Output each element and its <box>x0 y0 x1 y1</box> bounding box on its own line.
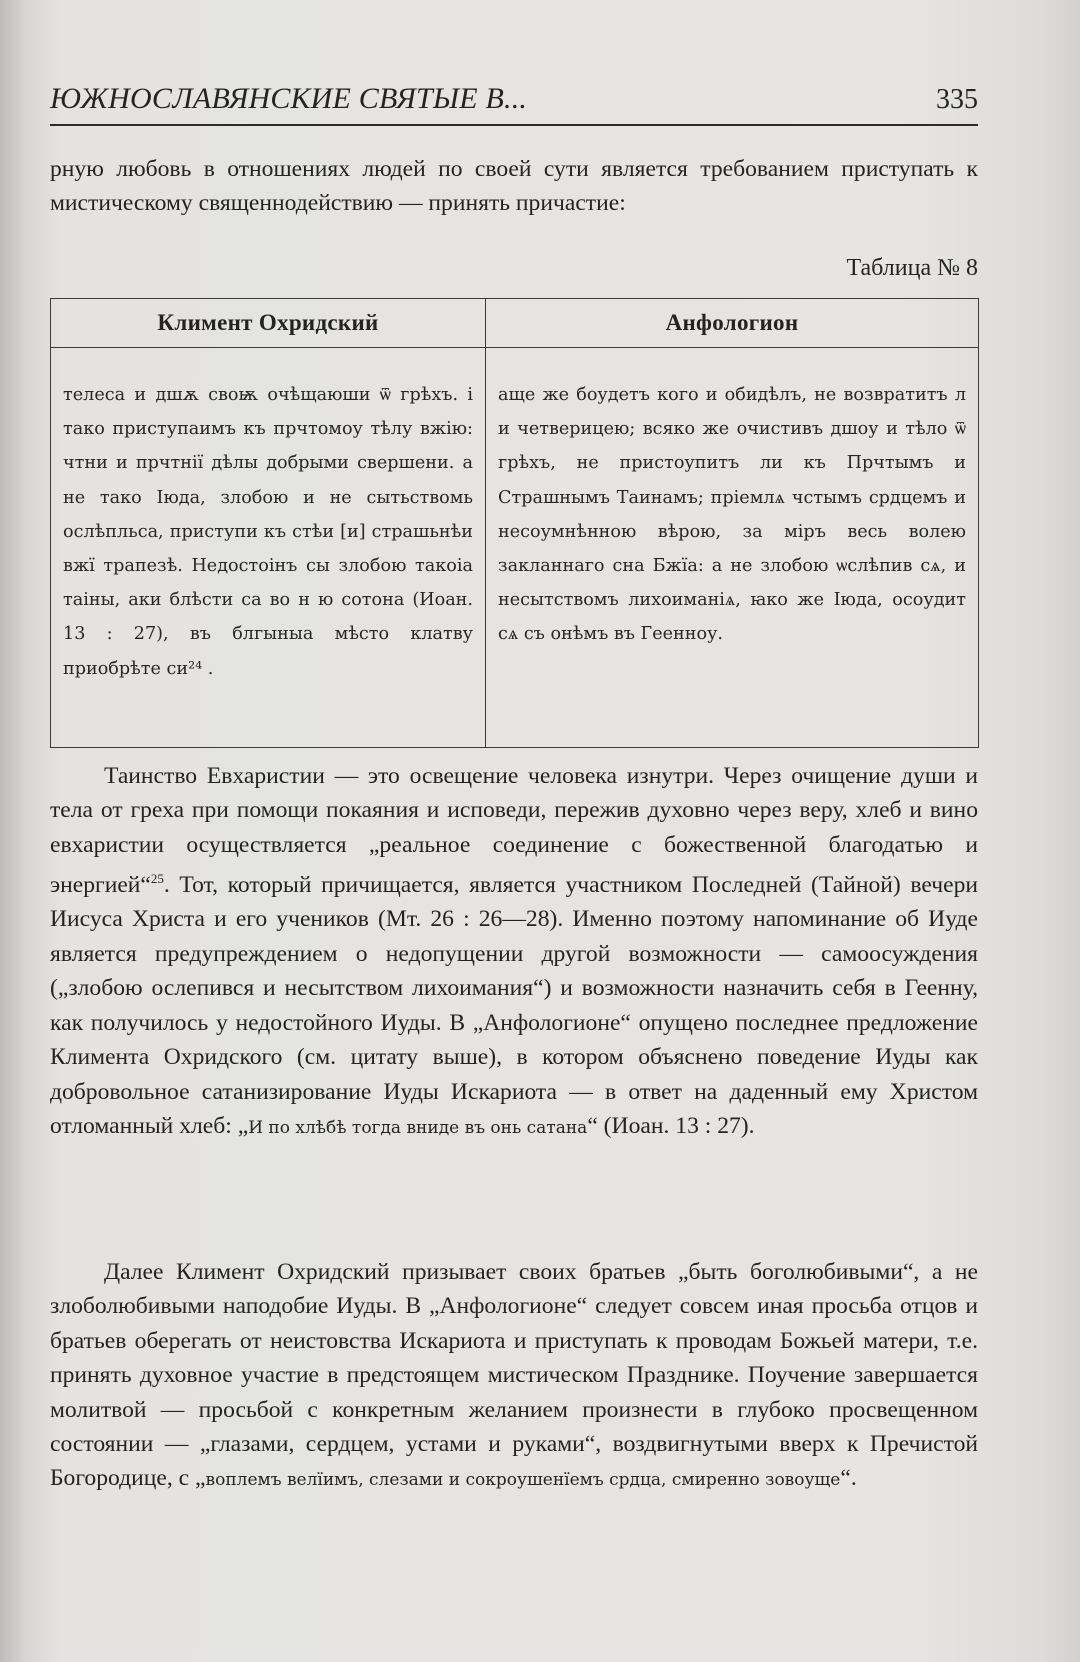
running-title: ЮЖНОСЛАВЯНСКИЕ СВЯТЫЕ В... <box>50 82 528 115</box>
body-paragraph-eucharist <box>50 759 978 1145</box>
paragraph-text-end: “. <box>840 1465 857 1492</box>
kliment-quote-cell <box>51 348 486 748</box>
paragraph-text-cont: . Тот, который причищается, является участником Последней (Тайной) вечери Иисуса Христа и его учеников (Мт. 26 : 26—28). Именно поэтому напоминание об Иуде является предупреждением о недопущении другой возможности — самоосуждения („злобою ослепився и несытством лихоимания“) и возможности назначить себя в Геенну, как получилось у недостойного Иуды. В „Анфологионе“ опущено последнее предложение Климента Охридского (см. цитату выше), в котором объяснено поведение Иуды как добровольное сатанизирование Иуды Искариота — в ответ на даденный ему Христом отломанный хлеб: „ <box>50 872 978 1139</box>
column-header-anfologion: Анфологион <box>486 299 979 348</box>
anfologion-quote-cell <box>486 348 979 748</box>
anfologion-quote-text: аще же боудетъ кого и обидѣлъ, не возвратитъ л и четверицею; всяко же очистивъ дшоу и тѣло ѿ грѣхъ, не пристоупитъ ли къ Прчтымъ и Страшнымъ Таинамъ; пріемлѧ чстымъ срдцемъ и несоумнѣнною вѣрою, за міръ весь волею закланнаго сна Бжїа: а не злобою ѡслѣпив сѧ, и несытствомъ лихоиманіѧ, ꙗко же Іюда, осоудит сѧ съ онѣмъ въ Геенноу. <box>498 385 966 645</box>
page-number: 335 <box>936 84 978 115</box>
old-slavonic-quote: воплемъ велїимъ, слезами и сокроушенїемъ срдца, смиренно зовоуще <box>205 1470 841 1491</box>
paragraph-text: Таинство Евхаристии — это освещение человека изнутри. Через очищение души и тела от греха при помощи покаяния и исповеди, пережив духовно через веру, хлеб и вино евхаристии осуществляется „реальное соединение с божественной благодатью и энергией“ <box>50 763 978 899</box>
column-header-kliment: Климент Охридский <box>51 299 486 348</box>
page-header <box>50 76 978 126</box>
paragraph-text: Далее Климент Охридский призывает своих братьев „быть боголюбивыми“, а не злоболюбивыми наподобие Иуды. В „Анфологионе“ следует совсем иная просьба отцов и братьев оберегать от неистовства Искариота и приступать к проводам Божьей матери, т.е. принять духовное участие в предстоящем мистическом Празднике. Поучение завершается молитвой — просьбой с конкретным желанием произнести в глубоко просвещенном состоянии — „глазами, сердцем, устами и руками“, воздвигнутыми вверх к Пречистой Богородице, с „ <box>50 1259 978 1492</box>
kliment-quote-text: телеса и дшѫ своѭ очѣщаюши ѿ грѣхъ. і тако приступаимъ къ прчтомоу тѣлу вжію: чтни и прчтнії дѣлы добрыми свершени. а не тако Іюда, злобою и не сытьствомь ослѣпльса, приступи къ стѣи [и] страшьнѣи вжї трапезѣ. Недостоінъ сы злобою такоіа таіны, аки блѣсти са во н ю сотона (Иоан. 13 : 27), въ блгыныа мѣсто клатву приобрѣте си²⁴ . <box>63 385 473 679</box>
table-row <box>51 348 979 748</box>
table-header-row <box>51 299 979 348</box>
body-paragraph-kliment <box>50 1255 978 1498</box>
intro-paragraph: рную любовь в отношениях людей по своей сути является требованием приступать к мистическому священнодействию — принять причастие: <box>50 156 978 217</box>
comparison-table <box>50 298 979 748</box>
table-caption: Таблица № 8 <box>846 255 978 281</box>
paragraph-text-end: “ (Иоан. 13 : 27). <box>587 1112 755 1139</box>
old-slavonic-quote: И по хлѣбѣ тогда вниде въ онь сатана <box>248 1117 588 1138</box>
footnote-ref: 25 <box>150 871 164 887</box>
